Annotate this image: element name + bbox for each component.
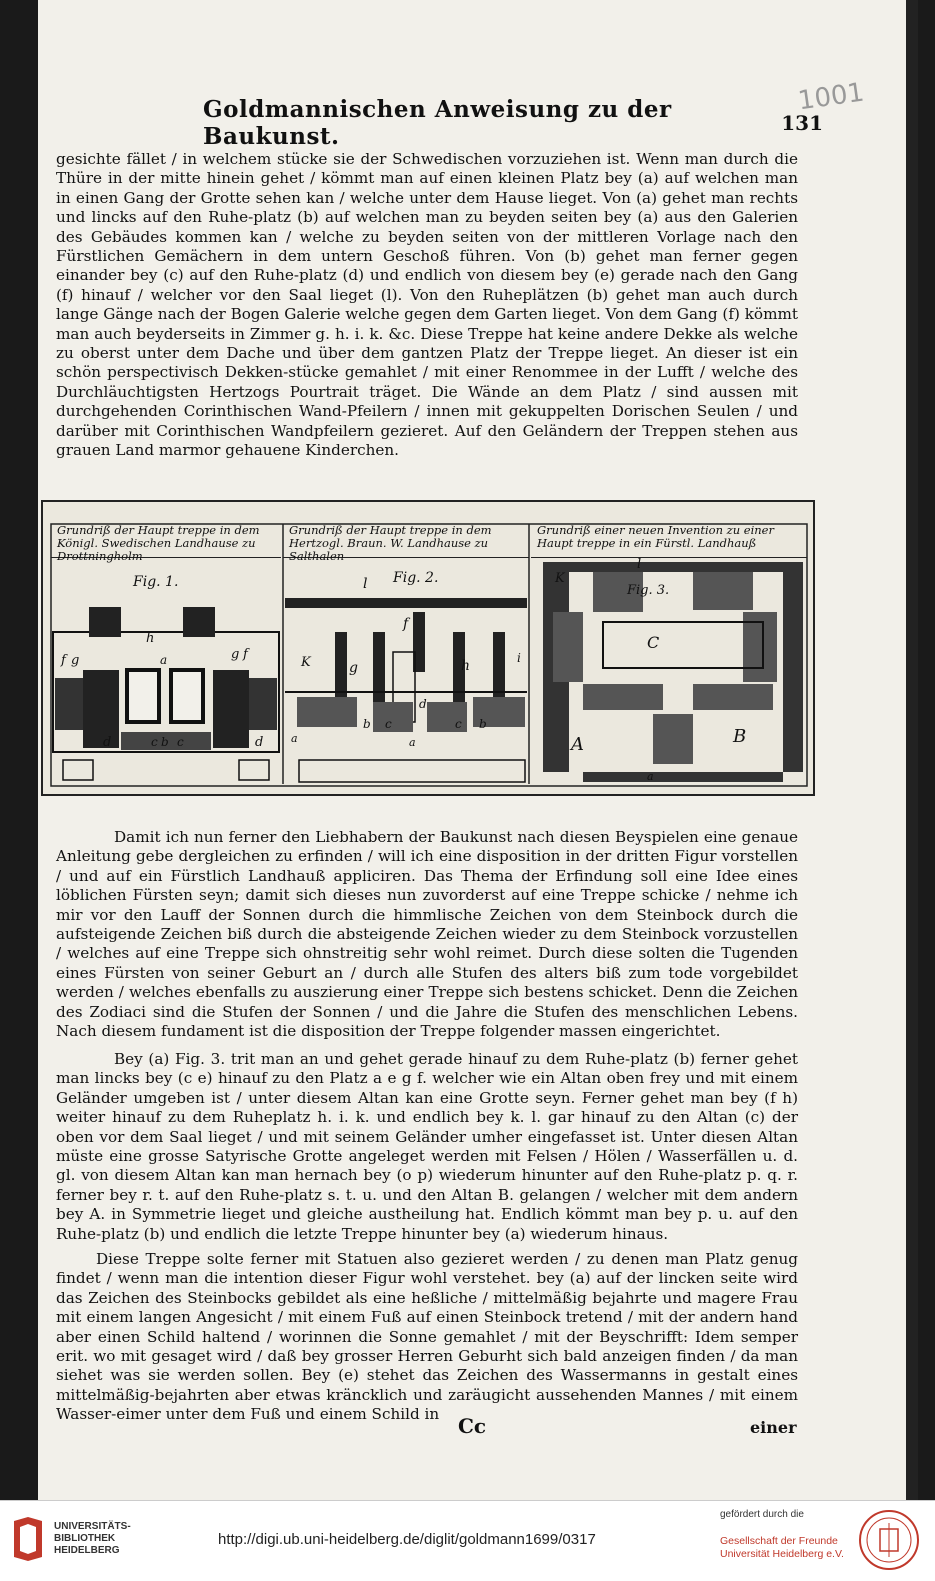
fig-1-plan: [53, 607, 279, 780]
fig-3-label: Fig. 3.: [627, 583, 670, 598]
plan-letter: g: [71, 653, 80, 668]
running-title: Goldmannischen Anweisung zu der Baukunst.: [203, 96, 672, 150]
plate-caption-1: Grundriß der Haupt treppe in dem Königl. Swedischen Landhause zu Drottningholm: [51, 524, 281, 558]
library-name: [54, 1521, 131, 1557]
floor-plans-drawing: [43, 502, 813, 794]
plan-letter: c: [385, 717, 392, 731]
fig-2-label: Fig. 2.: [393, 570, 439, 586]
library-name-line: HEIDELBERG: [54, 1545, 120, 1556]
pencil-mark: 1001: [796, 77, 866, 117]
page-edge: [906, 0, 918, 1500]
paragraph-2: Damit ich nun ferner den Liebhabern der Baukunst nach diesen Beyspielen eine genaue Anleitung gebe dergleichen zu erfinden / will ich eine disposition in der dritten Figur vorstellen / und auf ein Fürstlich Landhauß appliciren. Das Thema der Erfindung soll eine Idee eines löblichen Fürsten seyn; damit sich dieses nun zuvorderst auf eine Treppe schicke / nehme ich mir vor den Lauff der Sonnen durch die himmlische Zeichen von dem Steinbock durch die aufsteigende Zeichen biß durch die absteigende Zeichen wieder zu dem Steinbock vorzustellen / welches auf eine Treppe sich ohnstreitig sehr wohl reimet. Durch diese solten die Tugenden eines Fürsten von seiner Geburt an / durch alle Stufen des alters biß zum tode vorgebildet werden / welches ebenfalls zu auszierung einer Treppe sich bestens schicket. Denn die Zeichen des Zodiaci sind die Stufen der Sonnen / und die Jahre die Stufen des menschlichen Lebens. Nach diesem fundament ist die disposition der Treppe folgender massen eingerichtet.: [56, 828, 798, 1041]
signature-mark: Cc: [458, 1414, 487, 1438]
plan-letter: b: [363, 717, 371, 731]
footer-bar: [0, 1500, 935, 1581]
plan-letter: B: [733, 726, 747, 747]
plan-letter: a: [160, 653, 168, 667]
library-logo-icon: [8, 1515, 48, 1563]
plan-letter: c: [455, 717, 462, 731]
sponsor-name-line: Universität Heidelberg e.V.: [720, 1548, 844, 1560]
plate-caption-2: Grundriß der Haupt treppe in dem Hertzogl. Braun. W. Landhause zu Salthalen: [283, 524, 529, 558]
plan-letter: d: [255, 735, 264, 750]
plan-letter: K: [555, 571, 565, 586]
scanned-page: [38, 0, 918, 1500]
library-name-line: UNIVERSITÄTS-: [54, 1521, 131, 1532]
plan-letter: a: [647, 770, 654, 783]
sponsor-note: gefördert durch die: [720, 1509, 804, 1520]
plan-letter: h: [146, 631, 155, 646]
running-header: [203, 96, 823, 150]
plan-letter: b: [161, 735, 169, 749]
plan-letter: g: [231, 647, 240, 662]
engraved-plate: [41, 500, 815, 796]
plan-letter: h: [461, 658, 471, 674]
plan-letter: i: [517, 651, 521, 665]
library-name-line: BIBLIOTHEK: [54, 1533, 116, 1544]
plan-letter: a: [291, 732, 298, 745]
plan-letter: A: [571, 734, 584, 755]
plan-letter: f: [61, 653, 66, 668]
university-seal-icon: [858, 1509, 920, 1571]
plan-letter: d: [103, 735, 112, 750]
plan-letter: d: [419, 697, 427, 711]
plan-letter: f: [243, 647, 248, 662]
plan-letter: C: [647, 633, 660, 652]
plan-letter: c: [151, 735, 158, 749]
plan-letter: c: [177, 735, 184, 749]
plan-letter: a: [409, 736, 416, 749]
plate-caption-3: Grundriß einer neuen Invention zu einer Haupt treppe in ein Fürstl. Landhauß: [531, 524, 807, 558]
permalink-url[interactable]: http://digi.ub.uni-heidelberg.de/diglit/goldmann1699/0317: [218, 1531, 596, 1548]
plan-letter: b: [479, 717, 487, 731]
page-number: 131: [781, 111, 823, 135]
catchword: einer: [750, 1418, 797, 1437]
sponsor-name-line: Gesellschaft der Freunde: [720, 1535, 838, 1547]
plan-letter: g: [349, 660, 358, 676]
plan-letter: l: [637, 557, 642, 572]
fig-1-label: Fig. 1.: [133, 574, 179, 590]
sponsor-name: [720, 1535, 844, 1561]
plan-letter: l: [363, 576, 368, 592]
paragraph-3: Bey (a) Fig. 3. trit man an und gehet gerade hinauf zu dem Ruhe-platz (b) ferner gehet man lincks bey (c e) hinauf zu den Platz a e g f. welcher wie ein Altan oben frey und mit einem Geländer umgeben ist / unter diesem Altan kan eine Grotte seyn. Ferner gehet man bey (f h) weiter hinauf zu dem Ruheplatz h. i. k. und endlich bey k. l. gar hinauf zu den Altan (c) der oben vor dem Saal lieget / und mit seinem Geländer umher eingefasset ist. Unter diesen Altan müste eine grosse Satyrische Grotte angeleget werden mit Felsen / Hölen / Wasserfällen u. d. gl. von diesem Altan kan man hernach bey (o p) wiederum hinunter auf den Ruhe-platz p. q. r. ferner bey r. t. auf den Ruhe-platz s. t. u. und den Altan B. gelangen / welcher mit dem andern bey A. in Symmetrie lieget und gleiche austheilung hat. Endlich kömmt man bey p. u. auf den Ruhe-platz (b) und endlich die letzte Treppe hinunter bey (a) wiederum hinaus.: [56, 1050, 798, 1243]
paragraph-1: gesichte fället / in welchem stücke sie der Schwedischen vorzuziehen ist. Wenn man durch die Thüre in der mitte hinein gehet / kömmt man auf einen kleinen Platz bey (a) auf welchen man in einen Gang der Grotte sehen kan / welche unter dem Hause lieget. Von (a) gehet man rechts und lincks auf den Ruhe-platz (b) auf welchen man zu beyden seiten bey (a) aus den Galerien des Gebäudes kommen kan / welche zu beyden seiten von der mittleren Vorlage nach den Fürstlichen Gemächern in dem untern Geschoß führen. Von (b) gehet man ferner gegen einander bey (c) auf den Ruhe-platz (d) und endlich von diesem bey (e) gerade nach den Gang (f) hinauf / welcher vor den Saal lieget (l). Von den Ruheplätzen (b) gehet man auch durch lange Gänge nach der Bogen Galerie welche gegen dem Garten lieget. Von dem Gang (f) kömmt man auch beyderseits in Zimmer g. h. i. k. &c. Diese Treppe hat keine andere Dekke als welche zu oberst unter dem Dache und über dem gantzen Platz der Treppe lieget. An dieser ist ein schön perspectivisch Dekken-stücke gemahlet / mit einer Renommee in der Lufft / welche des Durchläuchtigsten Hertzogs Pourtrait träget. Die Wände an dem Platz / sind aussen mit durchgehenden Corinthischen Wand-Pfeilern / innen mit gekuppelten Dorischen Seulen / und darüber mit Corinthischen Wandpfeilern gezieret. Auf den Geländern der Treppen stehen aus grauen Land marmor gehauene Kinderchen.: [56, 150, 798, 460]
paragraph-4: Diese Treppe solte ferner mit Statuen also gezieret werden / zu denen man Platz genug findet / wenn man die intention dieser Figur wohl verstehet. bey (a) auf der lincken seite wird das Zeichen des Steinbocks gebildet als eine heßliche / mittelmäßig bejahrte und magere Frau mit einem langen Angesicht / mit einem Fuß auf einen Steinbock tretend / mit der andern hand aber einen Schild haltend / worinnen die Sonne gemahlet / mit der Beyschrifft: Idem semper erit. wo mit gesaget wird / daß bey grosser Herren Geburht sich bald anzeigen finden / da man siehet was sie werden sollen. Bey (e) stehet das Zeichen des Wassermanns in gestalt eines mittelmäßig-bejahrten aber etwas kräncklich und zaräugicht aussehenden Mannes / mit einem Wasser-eimer unter dem Fuß und einem Schild in: [56, 1250, 798, 1424]
plan-letter: f: [403, 616, 409, 632]
plan-letter: K: [301, 655, 311, 670]
